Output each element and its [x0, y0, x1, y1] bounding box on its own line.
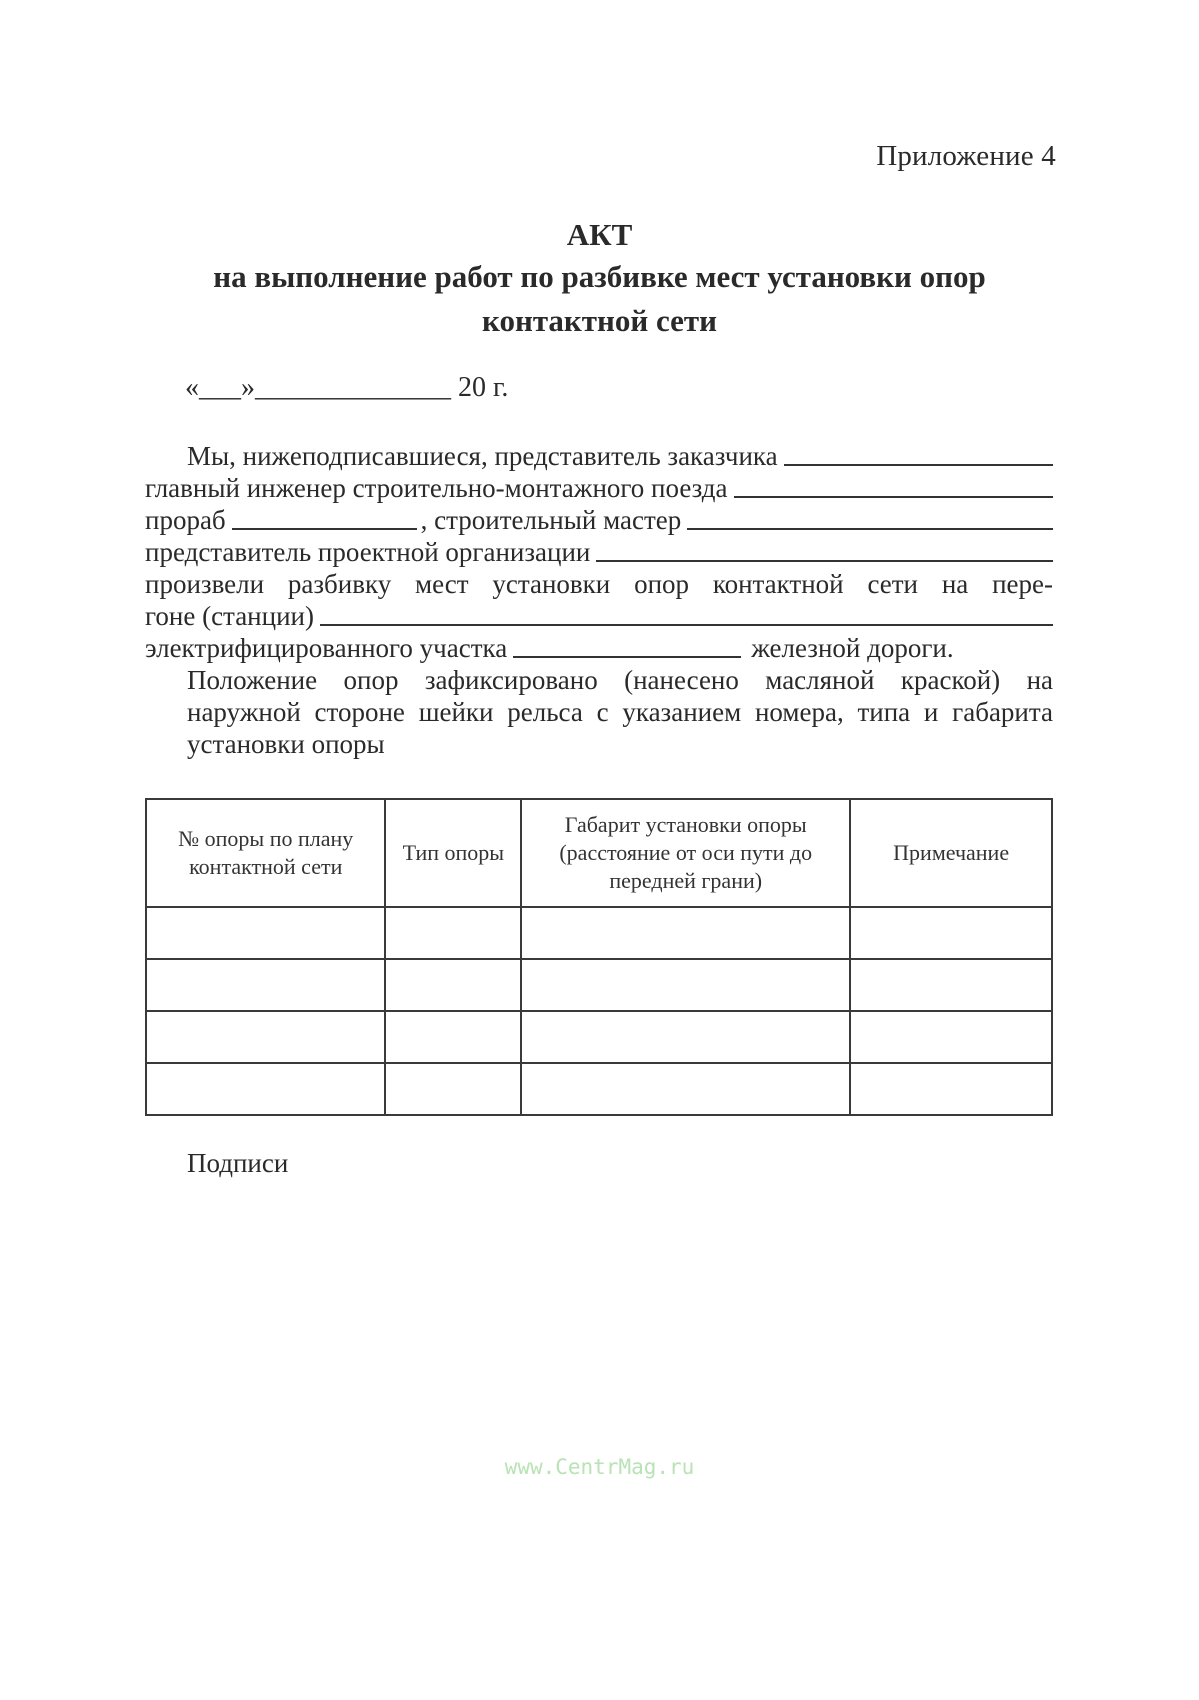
table-cell — [521, 959, 850, 1011]
railway-label: железной дороги. — [751, 633, 954, 663]
table-cell — [385, 1011, 521, 1063]
table-cell — [146, 907, 385, 959]
body-line-engineer — [145, 472, 1053, 504]
table-row — [146, 1063, 1052, 1115]
table-cell — [385, 1063, 521, 1115]
table-cell — [850, 907, 1052, 959]
body-line-section — [145, 632, 1053, 664]
engineer-blank — [734, 496, 1053, 498]
station-label: гоне (станции) — [145, 601, 314, 631]
table-row — [146, 907, 1052, 959]
table-cell — [521, 1011, 850, 1063]
title-line-2: на выполнение работ по разбивке мест установки опор — [213, 259, 986, 294]
body-line-design — [145, 536, 1053, 568]
design-org-label: представитель проектной организации — [145, 537, 591, 567]
table-cell — [146, 1063, 385, 1115]
header-support-number: № опоры по плану контактной сети — [146, 799, 385, 907]
foreman-blank — [232, 528, 417, 530]
engineer-label: главный инженер строительно-монтажного поезда — [145, 473, 728, 503]
date-line: «___»______________ 20 г. — [185, 372, 509, 403]
body-line-layout: произвели разбивку мест установки опор контактной сети на пере- — [145, 569, 1053, 599]
table-header-row — [146, 799, 1052, 907]
customer-blank — [784, 464, 1053, 466]
act-body — [145, 440, 1053, 760]
foreman-label: прораб — [145, 505, 226, 535]
table-cell — [850, 959, 1052, 1011]
table-cell — [850, 1063, 1052, 1115]
signatures-label: Подписи — [187, 1148, 289, 1178]
header-note: Примечание — [850, 799, 1052, 907]
appendix-label: Приложение 4 — [876, 140, 1056, 172]
watermark: www.CentrMag.ru — [504, 1455, 695, 1479]
table-cell — [521, 907, 850, 959]
body-line-foreman — [145, 504, 1053, 536]
section-blank — [513, 656, 741, 658]
table-cell — [385, 959, 521, 1011]
header-clearance: Габарит установки опоры (расстояние от оси пути до передней грани) — [521, 799, 850, 907]
station-blank — [320, 624, 1053, 626]
header-support-type: Тип опоры — [385, 799, 521, 907]
table-cell — [146, 1011, 385, 1063]
customer-label: Мы, нижеподписавшиеся, представитель заказчика — [187, 441, 778, 471]
table-cell — [146, 959, 385, 1011]
table-cell — [521, 1063, 850, 1115]
design-org-blank — [596, 560, 1053, 562]
master-blank — [687, 528, 1053, 530]
title-line-1: АКТ — [566, 217, 633, 252]
master-label: , строительный мастер — [420, 505, 682, 535]
document-title — [0, 215, 1199, 343]
title-line-3: контактной сети — [482, 303, 717, 338]
section-label: электрифицированного участка — [145, 633, 508, 663]
supports-table — [145, 798, 1053, 1116]
body-line-customer — [145, 440, 1053, 472]
table-row — [146, 959, 1052, 1011]
table-cell — [850, 1011, 1052, 1063]
table-cell — [385, 907, 521, 959]
body-line-station — [145, 600, 1053, 632]
table-row — [146, 1011, 1052, 1063]
position-paragraph: Положение опор зафиксировано (нанесено масляной краской) на наружной стороне шейки рельса с указанием номера, типа и габарита установки опоры — [187, 665, 1053, 759]
